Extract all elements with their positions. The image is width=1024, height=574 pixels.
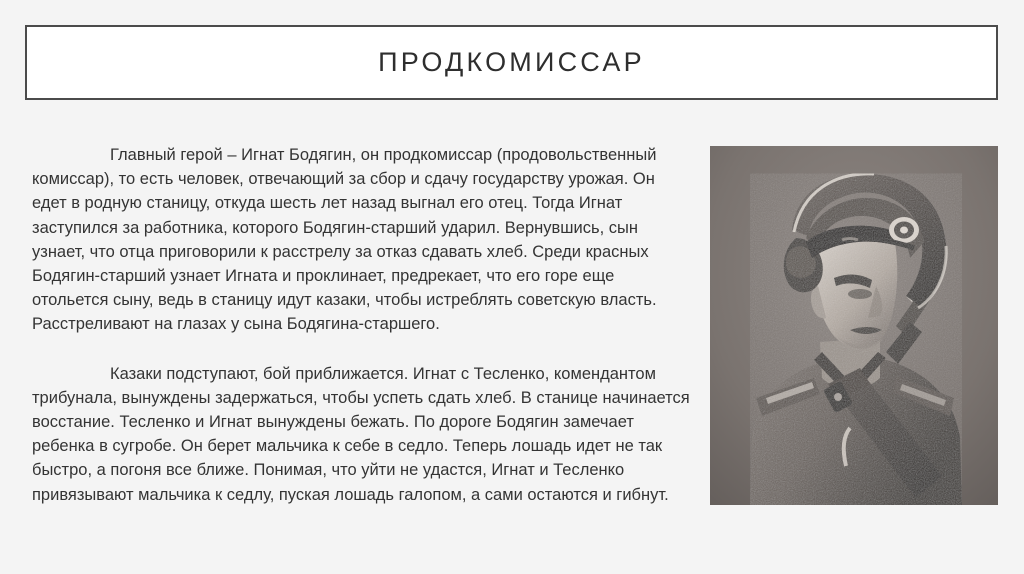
page-title: ПРОДКОМИССАР (378, 47, 645, 77)
vintage-soldier-portrait (710, 146, 998, 505)
title-box (25, 25, 998, 100)
body-text-column (32, 143, 692, 507)
paragraph-2: Казаки подступают, бой приближается. Игнат с Тесленко, комендантом трибунала, вынуждены задержаться, чтобы успеть сдать хлеб. В станице начинается восстание. Тесленко и Игнат вынуждены бежать. По дороге Бодягин замечает ребенка в сугробе. Он берет мальчика к себе в седло. Теперь лошадь идет не так быстро, а погоня все ближе. Понимая, что уйти не удастся, Игнат и Тесленко привязывают мальчика к седлу, пуская лошадь галопом, а сами остаются и гибнут. (32, 364, 690, 504)
paragraph-1: Главный герой – Игнат Бодягин, он продкомиссар (продовольственный комиссар), то есть человек, отвечающий за сбор и сдачу государству урожая. Он едет в родную станицу, откуда шесть лет назад выгнал его отец. Тогда Игнат заступился за работника, которого Бодягин-старший ударил. Вернувшись, сын узнает, что отца приговорили к расстрелу за отказ сдавать хлеб. Среди красных Бодягин-старший узнает Игната и проклинает, предрекает, что его горе еще отольется сыну, ведь в станицу идут казаки, чтобы истреблять советскую власть. Расстреливают на глазах у сына Бодягина-старшего. (32, 146, 657, 334)
portrait-illustration (710, 146, 998, 505)
